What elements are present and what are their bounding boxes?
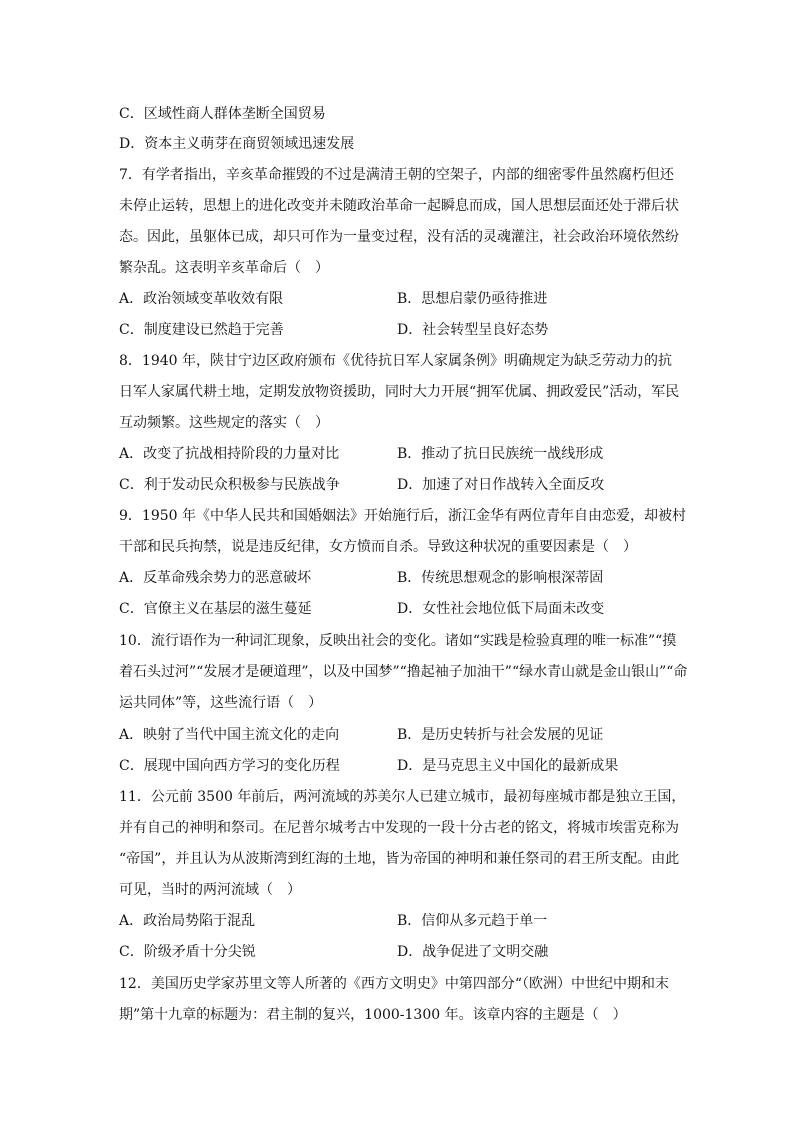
q7-option-a: A．政治领域变革收效有限 [119,291,284,307]
q6-option-d: D．资本主义萌芽在商贸领域迅速发展 [119,136,355,152]
q7-option-d: D．社会转型呈良好态势 [397,322,549,338]
q8-option-c: C．利于发动民众积极参与民族战争 [119,477,340,493]
q7-option-b: B．思想启蒙仍亟待推进 [397,291,548,307]
q9-option-b: B．传统思想观念的影响根深蒂固 [397,570,604,586]
q7-stem-line-1: 7．有学者指出，辛亥革命摧毁的不过是满清王朝的空架子，内部的细密零件虽然腐朽但还 [119,167,674,183]
q8-option-a: A．改变了抗战相持阶段的力量对比 [119,446,340,462]
q10-option-d: D．是马克思主义中国化的最新成果 [397,758,619,774]
q7-stem-line-3: 态。因此，虽躯体已成，却只可作为一量变过程，没有活的灵魂灌注，社会政治环境依然纷 [119,229,679,245]
q9-stem-line-2: 干部和民兵拘禁，说是违反纪律，女方愤而自杀。导致这种状况的重要因素是（ ） [119,539,637,555]
q11-option-b: B．信仰从多元趋于单一 [397,913,548,929]
q12-stem-line-2: 期”第十九章的标题为：君主制的复兴，1000-1300 年。该章内容的主题是（ ） [119,1007,627,1023]
q10-option-a: A．映射了当代中国主流文化的走向 [119,727,340,743]
q10-stem-line-2: 着石头过河”“发展才是硬道理”，以及中国梦”“撸起袖子加油干”“绿水青山就是金山银山”“命 [119,664,688,680]
q9-option-d: D．女性社会地位低下局面未改变 [397,601,605,617]
q8-option-b: B．推动了抗日民族统一战线形成 [397,446,604,462]
q11-option-a: A．政治局势陷于混乱 [119,913,256,929]
q8-option-d: D．加速了对日作战转入全面反攻 [397,477,605,493]
q6-option-c: C．区域性商人群体垄断全国贸易 [119,106,326,122]
q10-option-c: C．展现中国向西方学习的变化历程 [119,758,340,774]
q8-stem-line-2: 日军人家属代耕土地，定期发放物资援助，同时大力开展“拥军优属、拥政爱民”活动，军民 [119,384,680,400]
q10-stem-line-3: 运共同体”等，这些流行语（ ） [119,695,323,711]
q8-stem-line-3: 互动频繁。这些规定的落实（ ） [119,415,329,431]
q7-stem-line-4: 繁杂乱。这表明辛亥革命后（ ） [119,260,329,276]
q10-option-b: B．是历史转折与社会发展的见证 [397,727,604,743]
q11-stem-line-3: “帝国”，并且认为从波斯湾到红海的土地，皆为帝国的神明和兼任祭司的君王所支配。由此 [119,851,680,867]
q11-option-d: D．战争促进了文明交融 [397,944,549,960]
q7-option-c: C．制度建设已然趋于完善 [119,322,284,338]
q11-option-c: C．阶级矛盾十分尖锐 [119,944,256,960]
q9-option-a: A．反革命残余势力的恶意破坏 [119,570,312,586]
q9-stem-line-1: 9．1950 年《中华人民共和国婚姻法》开始施行后，浙江金华有两位青年自由恋爱，却被村 [119,508,686,524]
q12-stem-line-1: 12．美国历史学家苏里文等人所著的《西方文明史》中第四部分“（欧洲）中世纪中期和末 [119,976,669,992]
q7-stem-line-2: 未停止运转，思想上的进化改变并未随政治革命一起瞬息而成，国人思想层面还处于滞后状 [119,198,679,214]
q10-stem-line-1: 10．流行语作为一种词汇现象，反映出社会的变化。诸如“实践是检验真理的唯一标准”“摸 [119,633,677,649]
q11-stem-line-1: 11．公元前 3500 年前后，两河流域的苏美尔人已建立城市，最初每座城市都是独立王国， [119,789,686,805]
q11-stem-line-2: 并有自己的神明和祭司。在尼普尔城考古中发现的一段十分古老的铭文，将城市埃雷克称为 [119,820,679,836]
q8-stem-line-1: 8．1940 年，陕甘宁边区政府颁布《优待抗日军人家属条例》明确规定为缺乏劳动力的抗 [119,353,672,369]
q11-stem-line-4: 可见，当时的两河流域（ ） [119,882,301,898]
q9-option-c: C．官僚主义在基层的滋生蔓延 [119,601,312,617]
